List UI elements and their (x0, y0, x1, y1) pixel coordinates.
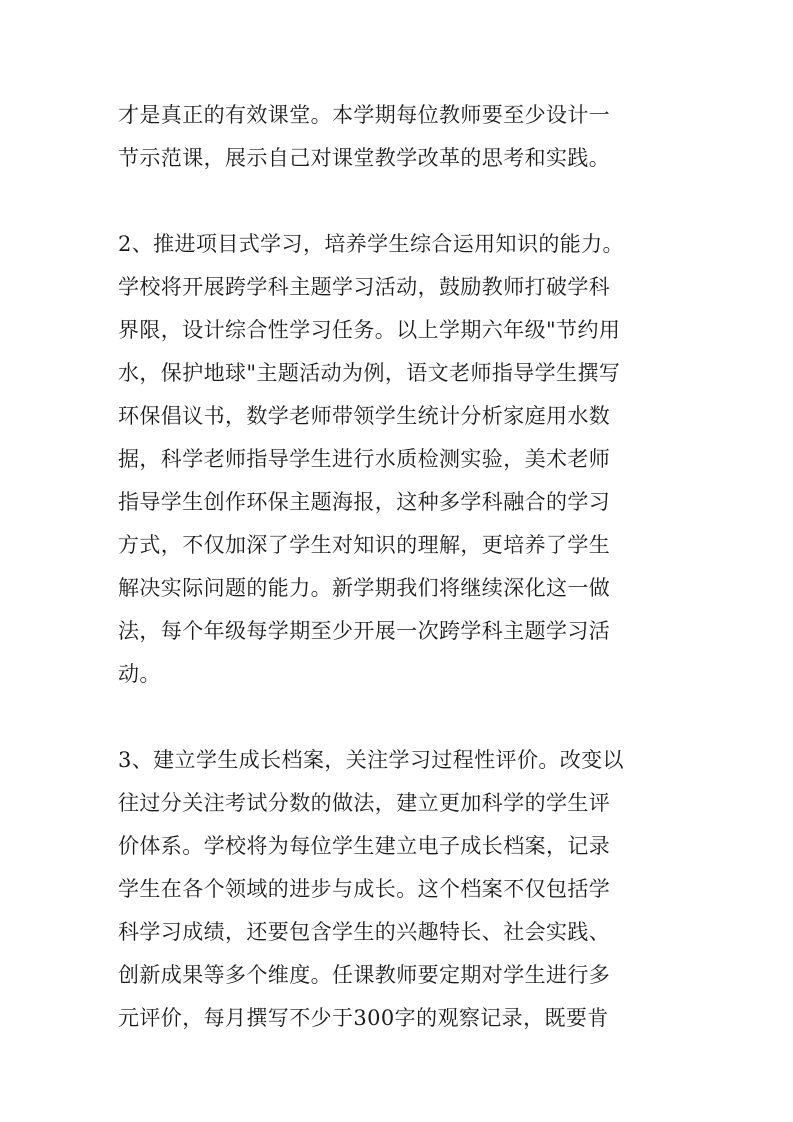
paragraph-3 (118, 739, 688, 1040)
text-line: 水，保护地球"主题活动为例，语文老师指导学生撰写 (118, 361, 621, 385)
text-line: 解决实际问题的能力。新学期我们将继续深化这一做 (118, 576, 611, 600)
text-line: 学生在各个领域的进步与成长。这个档案不仅包括学 (118, 877, 611, 901)
text-line: 方式，不仅加深了学生对知识的理解，更培养了学生 (118, 533, 611, 557)
document-body (118, 94, 688, 1040)
text-line: 才是真正的有效课堂。本学期每位教师要至少设计一 (118, 103, 611, 127)
text-line: 法，每个年级每学期至少开展一次跨学科主题学习活 (118, 619, 611, 643)
text-line: 元评价，每月撰写不少于300字的观察记录，既要肯 (118, 1006, 609, 1030)
text-line: 价体系。学校将为每位学生建立电子成长档案，记录 (118, 834, 611, 858)
text-line: 指导学生创作环保主题海报，这种多学科融合的学习 (118, 490, 611, 514)
text-line: 环保倡议书，数学老师带领学生统计分析家庭用水数 (118, 404, 611, 428)
text-line: 2、推进项目式学习，培养学生综合运用知识的能力。 (118, 232, 624, 256)
text-line: 学校将开展跨学科主题学习活动，鼓励教师打破学科 (118, 275, 611, 299)
text-line: 据，科学老师指导学生进行水质检测实验，美术老师 (118, 447, 611, 471)
text-line: 界限，设计综合性学习任务。以上学期六年级"节约用 (118, 318, 621, 342)
text-line: 创新成果等多个维度。任课教师要定期对学生进行多 (118, 963, 611, 987)
text-line: 3、建立学生成长档案，关注学习过程性评价。改变以 (118, 748, 624, 772)
paragraph-2 (118, 223, 688, 696)
paragraph-1 (118, 94, 688, 180)
text-line: 动。 (118, 662, 161, 686)
text-line: 科学习成绩，还要包含学生的兴趣特长、社会实践、 (118, 920, 611, 944)
text-line: 往过分关注考试分数的做法，建立更加科学的学生评 (118, 791, 611, 815)
paragraph-spacer (118, 180, 688, 223)
text-line: 节示范课，展示自己对课堂教学改革的思考和实践。 (118, 146, 611, 170)
paragraph-spacer (118, 696, 688, 739)
